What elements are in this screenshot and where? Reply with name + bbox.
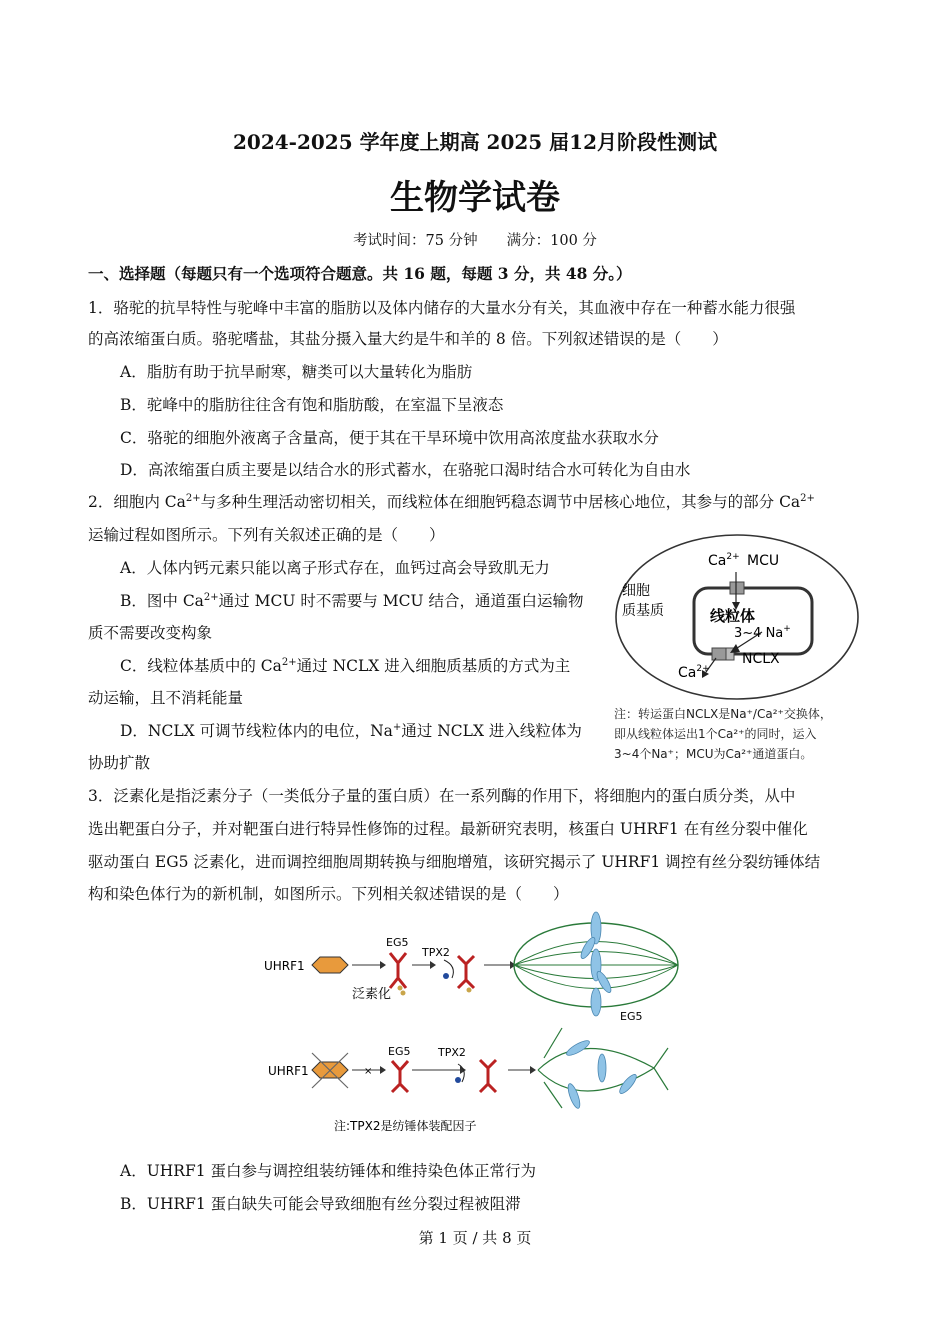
tpx2-label-bottom: TPX2 bbox=[438, 1046, 466, 1059]
q1-option-c: C．骆驼的细胞外液离子含量高，便于其在干旱环境中饮用高浓度盐水获取水分 bbox=[120, 429, 659, 447]
q2-note-line2: 即从线粒体运出1个Ca²⁺的同时，运入 bbox=[614, 727, 817, 741]
cytoplasm-label-1: 细胞 bbox=[622, 583, 650, 599]
q3-stem-line2: 选出靶蛋白分子，并对靶蛋白进行特异性修饰的过程。最新研究表明，核蛋白 UHRF1 在有丝分裂中催化 bbox=[88, 820, 808, 838]
eg5-label-spindle: EG5 bbox=[620, 1010, 643, 1023]
ubiquitination-label: 泛素化 bbox=[352, 987, 392, 1002]
q1-stem-line2: 的高浓缩蛋白质。骆驼嗜盐，其盐分摄入量大约是牛和羊的 8 倍。下列叙述错误的是（ ） bbox=[88, 330, 728, 348]
exam-meta: 考试时间：75 分钟 满分：100 分 bbox=[353, 233, 597, 249]
ca-bottom-label: $Ca^{2+}$ bbox=[678, 664, 710, 681]
q2-stem-line1: 2．细胞内 $Ca^{2+}$与多种生理活动密切相关，而线粒体在细胞钙稳态调节中居核心地位，其参与的部分 $Ca^{2+}$ bbox=[88, 492, 815, 511]
na-label: 3~4 Na+ bbox=[734, 624, 791, 641]
nclx-label: NCLX bbox=[742, 651, 780, 667]
q1-option-a: A．脂肪有助于抗旱耐寒，糖类可以大量转化为脂肪 bbox=[120, 363, 473, 381]
q3-option-b: B．UHRF1 蛋白缺失可能会导致细胞有丝分裂过程被阻滞 bbox=[120, 1195, 521, 1213]
mito-label: 线粒体 bbox=[710, 607, 756, 625]
exam-title: 2024-2025 学年度上期高 2025 届12月阶段性测试 bbox=[232, 130, 717, 154]
q2-option-a: A．人体内钙元素只能以离子形式存在，血钙过高会导致肌无力 bbox=[120, 559, 550, 577]
eg5-label-top: EG5 bbox=[386, 936, 409, 949]
page-footer: 第 1 页 / 共 8 页 bbox=[418, 1229, 532, 1247]
q3-stem-line4: 构和染色体行为的新机制，如图所示。下列相关叙述错误的是（ ） bbox=[88, 885, 569, 903]
svg-text:×: × bbox=[364, 1066, 373, 1077]
q2-option-b-cont: 质不需要改变构象 bbox=[88, 624, 213, 642]
uhrf1-eg5-diagram bbox=[262, 908, 682, 1138]
mcu-label: MCU bbox=[747, 553, 780, 569]
uhrf1-label-top: UHRF1 bbox=[264, 959, 305, 973]
q3-figure-note: 注:TPX2是纺锤体装配因子 bbox=[334, 1119, 477, 1133]
q2-option-b: B．图中 $Ca^{2+}$通过 MCU 时不需要与 MCU 结合，通道蛋白运输物 bbox=[120, 591, 584, 610]
calcium-transport-diagram bbox=[612, 532, 862, 702]
q3-option-a: A．UHRF1 蛋白参与调控组装纺锤体和维持染色体正常行为 bbox=[120, 1162, 536, 1180]
subject-title: 生物学试卷 bbox=[390, 178, 560, 218]
tpx2-label-top: TPX2 bbox=[422, 946, 450, 959]
section-heading: 一、选择题（每题只有一个选项符合题意。共 16 题，每题 3 分，共 48 分。） bbox=[88, 264, 632, 283]
q3-stem-line3: 驱动蛋白 EG5 泛素化，进而调控细胞周期转换与细胞增殖，该研究揭示了 UHRF1 调控有丝分裂纺锤体结 bbox=[88, 853, 821, 871]
eg5-label-bottom: EG5 bbox=[388, 1045, 411, 1058]
q2-note-line1: 注：转运蛋白NCLX是Na⁺/Ca²⁺交换体， bbox=[614, 707, 832, 721]
q2-option-c: C．线粒体基质中的 $Ca^{2+}$通过 NCLX 进入细胞质基质的方式为主 bbox=[120, 656, 571, 675]
q2-option-d: D．NCLX 可调节线粒体内的电位，Na+通过 NCLX 进入线粒体为 bbox=[120, 721, 582, 740]
q2-option-d-cont: 协助扩散 bbox=[88, 754, 151, 772]
q2-note-line3: 3~4个Na⁺；MCU为Ca²⁺通道蛋白。 bbox=[614, 747, 813, 761]
q2-stem-line2: 运输过程如图所示。下列有关叙述正确的是（ ） bbox=[88, 526, 445, 544]
q1-stem-line1: 1．骆驼的抗旱特性与驼峰中丰富的脂肪以及体内储存的大量水分有关，其血液中存在一种蓄水能力很强 bbox=[88, 299, 796, 317]
q1-option-d: D．高浓缩蛋白质主要是以结合水的形式蓄水，在骆驼口渴时结合水可转化为自由水 bbox=[120, 461, 691, 479]
ca-top-label: $Ca^{2+}$ bbox=[708, 552, 740, 569]
q2-option-c-cont: 动运输，且不消耗能量 bbox=[88, 689, 244, 707]
q1-option-b: B．驼峰中的脂肪往往含有饱和脂肪酸，在室温下呈液态 bbox=[120, 396, 504, 414]
q3-stem-line1: 3．泛素化是指泛素分子（一类低分子量的蛋白质）在一系列酶的作用下，将细胞内的蛋白质分类，从中 bbox=[88, 787, 796, 805]
uhrf1-label-bottom: UHRF1 bbox=[268, 1064, 309, 1078]
cytoplasm-label-2: 质基质 bbox=[622, 603, 664, 619]
